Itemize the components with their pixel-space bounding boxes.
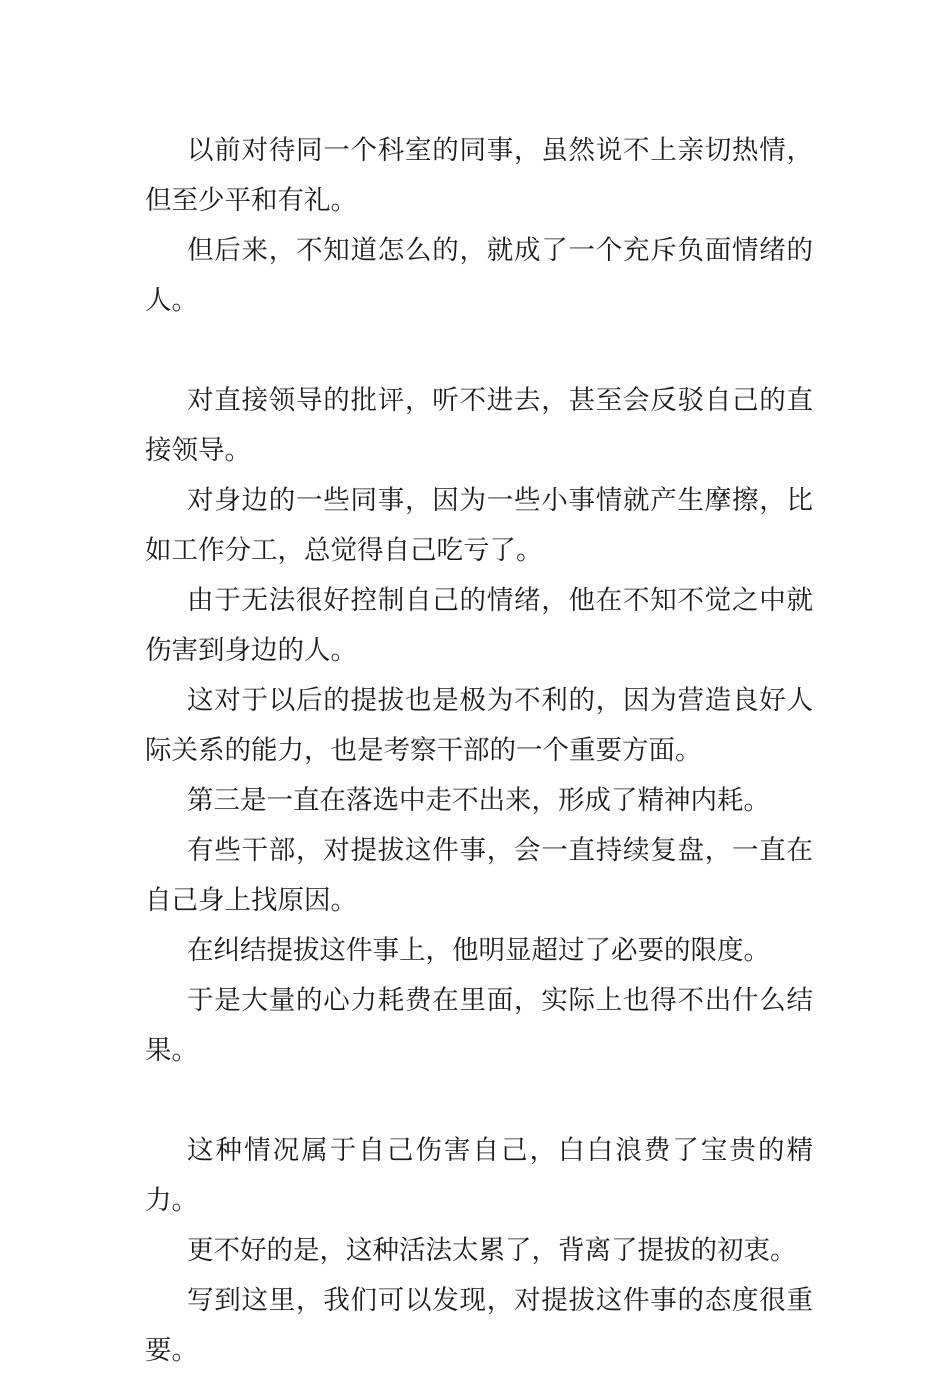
blank-line [145, 1076, 813, 1126]
paragraph-2: 但后来，不知道怎么的，就成了一个充斥负面情绪的人。 [145, 235, 813, 316]
paragraph-4: 对身边的一些同事，因为一些小事情就产生摩擦，比如工作分工，总觉得自己吃亏了。 [145, 485, 813, 566]
paragraph-7: 第三是一直在落选中走不出来，形成了精神内耗。 [187, 785, 770, 816]
paragraph-13: 写到这里，我们可以发现，对提拔这件事的态度很重要。 [145, 1285, 813, 1366]
paragraph-10: 于是大量的心力耗费在里面，实际上也得不出什么结果。 [145, 985, 813, 1066]
paragraph-1: 以前对待同一个科室的同事，虽然说不上亲切热情，但至少平和有礼。 [145, 135, 813, 216]
paragraph-11: 这种情况属于自己伤害自己，白白浪费了宝贵的精力。 [145, 1135, 813, 1216]
paragraph-12: 更不好的是，这种活法太累了，背离了提拔的初衷。 [187, 1235, 797, 1266]
paragraph-9: 在纠结提拔这件事上，他明显超过了必要的限度。 [187, 935, 770, 966]
paragraph-5: 由于无法很好控制自己的情绪，他在不知不觉之中就伤害到身边的人。 [145, 585, 813, 666]
paragraph-3: 对直接领导的批评，听不进去，甚至会反驳自己的直接领导。 [145, 385, 813, 466]
paragraph-8: 有些干部，对提拔这件事，会一直持续复盘，一直在自己身上找原因。 [145, 835, 813, 916]
blank-line [145, 326, 813, 376]
paragraph-6: 这对于以后的提拔也是极为不利的，因为营造良好人际关系的能力，也是考察干部的一个重要方面。 [145, 685, 813, 766]
body-text [145, 126, 813, 1376]
